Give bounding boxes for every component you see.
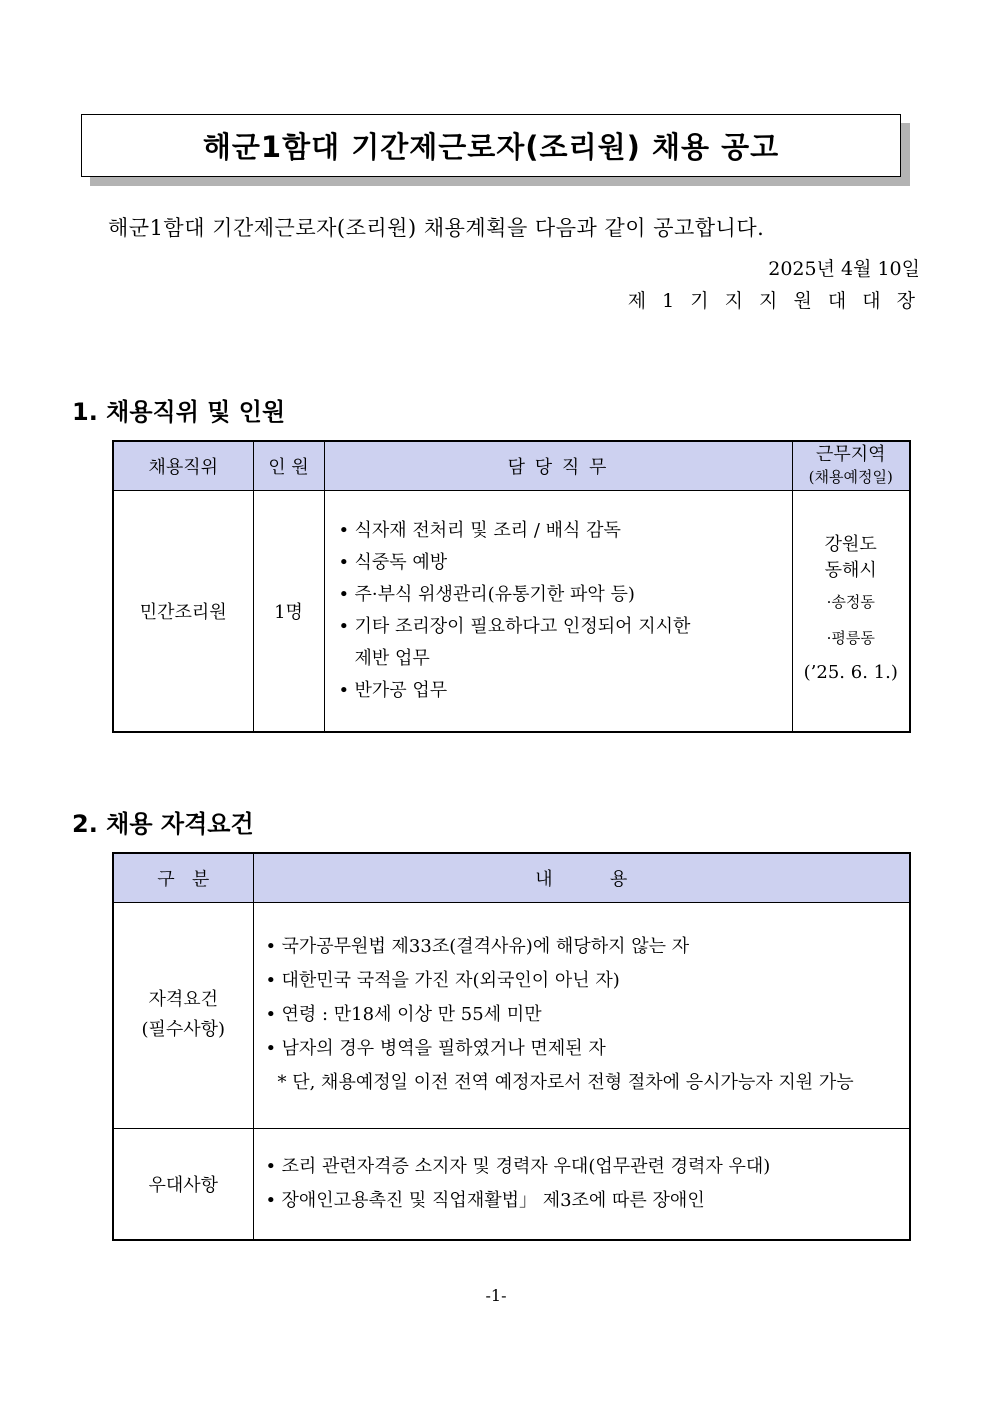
list-item: • 국가공무원법 제33조(결격사유)에 해당하지 않는 자: [266, 930, 910, 964]
header-location-line2: (채용예정일): [808, 467, 893, 486]
location-line: 동해시: [824, 559, 877, 581]
qualification-table-header: [113, 853, 910, 902]
list-item: • 대한민국 국적을 가진 자(외국인이 아닌 자): [266, 964, 910, 998]
position-cell: 민간조리원: [113, 490, 253, 732]
preference-list: [254, 1150, 910, 1218]
title-banner: [81, 114, 901, 177]
start-date: (’25. 6. 1.): [803, 661, 898, 683]
table-row: [113, 902, 910, 1128]
header-duties: 담 당 직 무: [324, 441, 792, 490]
qualification-label: [113, 902, 253, 1128]
header-category: 구 분: [113, 853, 253, 902]
duties-list-last: [325, 675, 792, 707]
location-line: ·송정동: [826, 592, 875, 611]
header-count: 인 원: [253, 441, 324, 490]
notice-date: 2025년 4월 10일: [768, 258, 920, 280]
issuer: 제 1 기 지 지 원 대 대 장: [627, 290, 920, 312]
header-location: [792, 441, 910, 490]
position-table: [112, 440, 911, 733]
location-line: ·평릉동: [826, 628, 875, 647]
list-item: • 장애인고용촉진 및 직업재활법」 제3조에 따른 장애인: [266, 1184, 910, 1218]
header-location-line1: 근무지역: [815, 443, 886, 465]
page-number: -1-: [485, 1286, 507, 1305]
section2-heading: 2. 채용 자격요건: [72, 810, 254, 838]
preference-content: [253, 1128, 910, 1240]
qualification-label-line2: (필수사항): [141, 1019, 226, 1040]
header-position: 채용직위: [113, 441, 253, 490]
list-item: • 기타 조리장이 필요하다고 인정되어 지시한: [339, 611, 792, 643]
header-content: 내 용: [253, 853, 910, 902]
list-item: • 주·부식 위생관리(유통기한 파악 등): [339, 579, 792, 611]
duties-cell: [324, 490, 792, 732]
list-item: • 조리 관련자격증 소지자 및 경력자 우대(업무관련 경력자 우대): [266, 1150, 910, 1184]
location-cell: [792, 490, 910, 732]
page-title: 해군1함대 기간제근로자(조리원) 채용 공고: [81, 114, 901, 177]
list-item: • 남자의 경우 병역을 필하였거나 면제된 자: [266, 1032, 910, 1066]
qualification-content: [253, 902, 910, 1128]
qualification-label-line1: 자격요건: [148, 989, 219, 1010]
preference-label: 우대사항: [113, 1128, 253, 1240]
list-item: • 반가공 업무: [339, 675, 792, 707]
duties-list: [325, 515, 792, 643]
qualification-note: * 단, 채용예정일 이전 전역 예정자로서 전형 절차에 응시가능자 지원 가능: [277, 1072, 854, 1093]
qualification-list: [254, 930, 910, 1066]
table-row: [113, 1128, 910, 1240]
list-item: • 식자재 전처리 및 조리 / 배식 감독: [339, 515, 792, 547]
qualification-table: [112, 852, 911, 1241]
position-table-header: [113, 441, 910, 490]
count-cell: 1명: [253, 490, 324, 732]
intro-text: 해군1함대 기간제근로자(조리원) 채용계획을 다음과 같이 공고합니다.: [108, 216, 765, 240]
duty-continuation: 제반 업무: [354, 647, 430, 669]
section1-heading: 1. 채용직위 및 인원: [72, 398, 286, 426]
table-row: [113, 490, 910, 732]
location-line: 강원도: [824, 533, 877, 555]
list-item: • 연령 : 만18세 이상 만 55세 미만: [266, 998, 910, 1032]
list-item: • 식중독 예방: [339, 547, 792, 579]
